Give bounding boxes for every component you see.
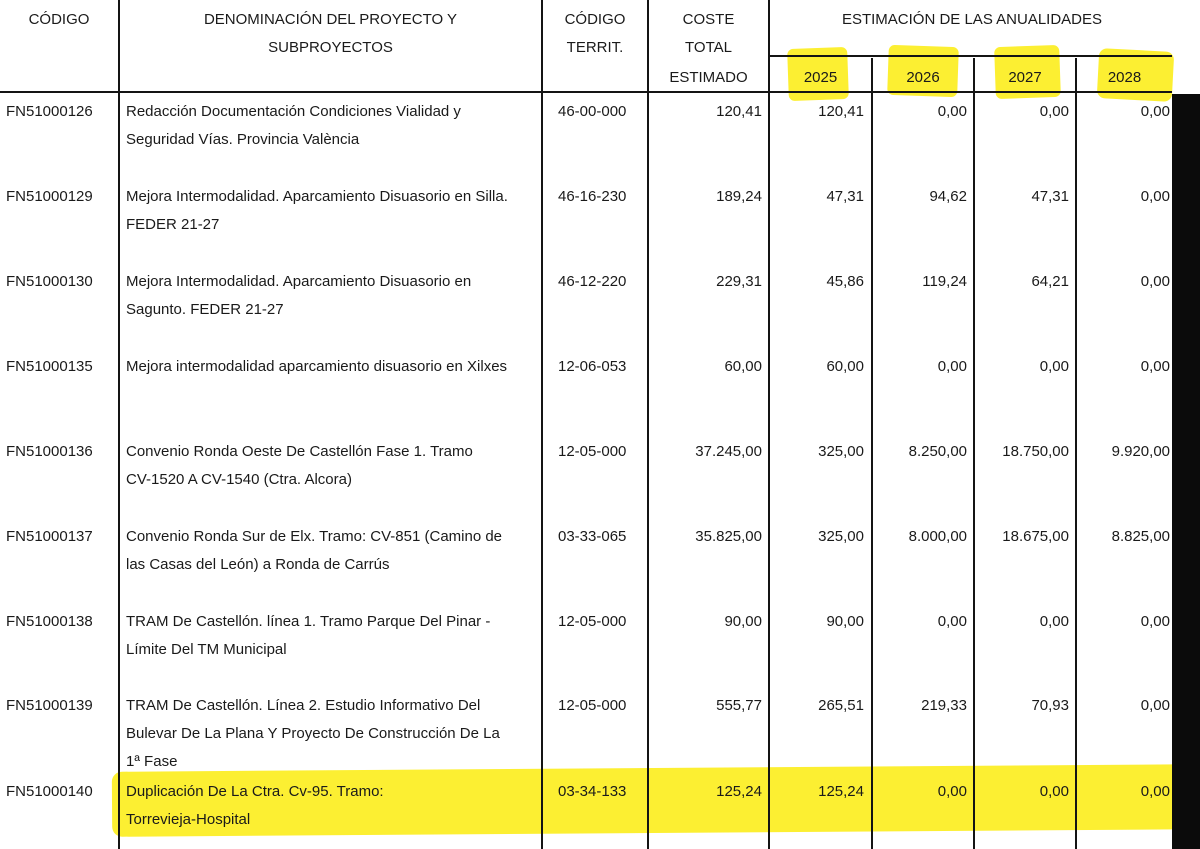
row-2027: 0,00 [1039, 613, 1069, 630]
column-divider [647, 0, 649, 849]
scan-edge [1172, 94, 1200, 849]
column-divider [768, 0, 770, 849]
row-2025: 325,00 [818, 528, 864, 545]
row-2025: 90,00 [826, 613, 864, 630]
header-territ-line2: TERRIT. [566, 39, 624, 56]
row-2027: 0,00 [1039, 358, 1069, 375]
header-subrule [768, 55, 1172, 57]
row-2025: 45,86 [826, 273, 864, 290]
row-codigo: FN51000140 [6, 783, 93, 800]
row-description-line: CV-1520 A CV-1540 (Ctra. Alcora) [126, 471, 352, 488]
row-description-line: 1ª Fase [126, 753, 178, 770]
row-territ: 12-06-053 [558, 358, 627, 375]
row-territ: 03-34-133 [558, 783, 627, 800]
header-territ-line1: CÓDIGO [564, 11, 626, 28]
row-territ: 03-33-065 [558, 528, 627, 545]
row-description-line: FEDER 21-27 [126, 216, 220, 233]
row-2027: 70,93 [1031, 697, 1069, 714]
row-2028: 0,00 [1140, 273, 1170, 290]
row-description-line: Redacción Documentación Condiciones Vialidad y [126, 103, 461, 120]
row-2025: 60,00 [826, 358, 864, 375]
row-2026: 0,00 [937, 358, 967, 375]
row-2028: 9.920,00 [1111, 443, 1170, 460]
row-2026: 0,00 [937, 103, 967, 120]
row-description-line: TRAM De Castellón. línea 1. Tramo Parque Del Pinar - [126, 613, 491, 630]
row-description-line: Convenio Ronda Sur de Elx. Tramo: CV-851 (Camino de [126, 528, 503, 545]
row-coste: 189,24 [716, 188, 762, 205]
row-territ: 12-05-000 [558, 613, 627, 630]
row-2027: 0,00 [1039, 783, 1069, 800]
row-2027: 64,21 [1031, 273, 1069, 290]
row-2028: 8.825,00 [1111, 528, 1170, 545]
row-2026: 0,00 [937, 783, 967, 800]
row-description-line: Mejora Intermodalidad. Aparcamiento Disuasorio en Silla. [126, 188, 508, 205]
row-coste: 37.245,00 [695, 443, 762, 460]
header-coste-line2: TOTAL [685, 39, 732, 56]
row-2028: 0,00 [1140, 613, 1170, 630]
row-2027: 47,31 [1031, 188, 1069, 205]
header-coste-line3: ESTIMADO [669, 69, 748, 86]
row-territ: 46-00-000 [558, 103, 627, 120]
row-2026: 219,33 [921, 697, 967, 714]
row-codigo: FN51000135 [6, 358, 93, 375]
row-2027: 0,00 [1039, 103, 1069, 120]
row-2026: 8.000,00 [908, 528, 967, 545]
header-year-2028: 2028 [1107, 69, 1142, 86]
row-2028: 0,00 [1140, 358, 1170, 375]
row-2028: 0,00 [1140, 783, 1170, 800]
row-2025: 125,24 [818, 783, 864, 800]
row-coste: 35.825,00 [695, 528, 762, 545]
row-2025: 120,41 [818, 103, 864, 120]
row-description-line: las Casas del León) a Ronda de Carrús [126, 556, 390, 573]
header-year-2026: 2026 [906, 69, 940, 86]
row-2026: 119,24 [922, 273, 967, 290]
header-codigo: CÓDIGO [28, 11, 90, 28]
row-territ: 46-12-220 [558, 273, 627, 290]
row-2025: 47,31 [826, 188, 864, 205]
row-2028: 0,00 [1140, 697, 1170, 714]
row-coste: 229,31 [716, 273, 762, 290]
row-description-line: Duplicación De La Ctra. Cv-95. Tramo: [126, 783, 384, 800]
row-description-line: Seguridad Vías. Provincia València [126, 131, 360, 148]
row-coste: 60,00 [724, 358, 762, 375]
header-anualidades: ESTIMACIÓN DE LAS ANUALIDADES [841, 11, 1103, 28]
row-2027: 18.750,00 [1002, 443, 1069, 460]
column-divider [541, 0, 543, 849]
row-2025: 325,00 [818, 443, 864, 460]
row-codigo: FN51000136 [6, 443, 93, 460]
header-coste-line1: COSTE [682, 11, 735, 28]
row-codigo: FN51000129 [6, 188, 93, 205]
row-territ: 12-05-000 [558, 443, 627, 460]
row-codigo: FN51000139 [6, 697, 93, 714]
row-2026: 94,62 [929, 188, 967, 205]
row-codigo: FN51000130 [6, 273, 93, 290]
row-coste: 125,24 [716, 783, 762, 800]
row-2028: 0,00 [1140, 188, 1170, 205]
row-codigo: FN51000137 [6, 528, 93, 545]
row-description-line: Convenio Ronda Oeste De Castellón Fase 1. Tramo [126, 443, 473, 460]
row-description-line: Mejora intermodalidad aparcamiento disuasorio en Xilxes [126, 358, 508, 375]
row-codigo: FN51000138 [6, 613, 93, 630]
header-year-2025: 2025 [803, 69, 838, 86]
row-coste: 90,00 [724, 613, 762, 630]
row-description-line: TRAM De Castellón. Línea 2. Estudio Informativo Del [126, 697, 481, 714]
row-2027: 18.675,00 [1002, 528, 1069, 545]
row-2028: 0,00 [1140, 103, 1170, 120]
header-denominacion-line2: SUBPROYECTOS [268, 39, 393, 56]
row-codigo: FN51000126 [6, 103, 93, 120]
row-description-line: Sagunto. FEDER 21-27 [126, 301, 284, 318]
row-2026: 8.250,00 [908, 443, 967, 460]
row-coste: 120,41 [716, 103, 762, 120]
header-year-2027: 2027 [1008, 69, 1042, 86]
row-territ: 12-05-000 [558, 697, 627, 714]
row-2026: 0,00 [937, 613, 967, 630]
header-denominacion-line1: DENOMINACIÓN DEL PROYECTO Y [203, 11, 458, 28]
row-coste: 555,77 [716, 697, 762, 714]
row-description-line: Bulevar De La Plana Y Proyecto De Construcción De La [126, 725, 500, 742]
row-description-line: Límite Del TM Municipal [126, 641, 287, 658]
row-description-line: Torrevieja-Hospital [126, 811, 251, 828]
row-2025: 265,51 [818, 697, 864, 714]
column-divider [118, 0, 120, 849]
row-territ: 46-16-230 [558, 188, 627, 205]
row-description-line: Mejora Intermodalidad. Aparcamiento Disuasorio en [126, 273, 472, 290]
